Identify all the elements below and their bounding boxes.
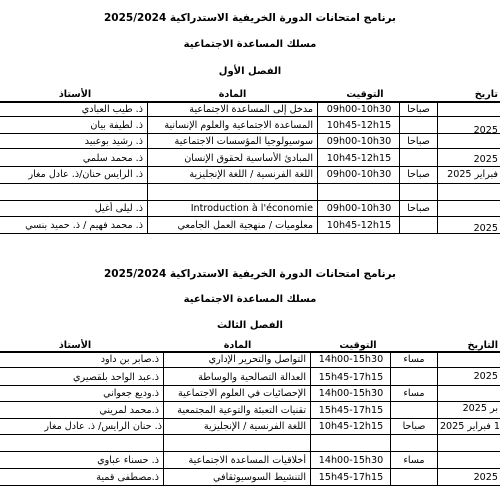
header-subject: المادة <box>223 340 252 351</box>
teacher-cell: ذ. حنان الرايس/ ذ. عادل مغار <box>44 421 162 432</box>
header-time: التوقيت <box>346 89 384 100</box>
period-cell <box>392 371 436 384</box>
period-cell <box>400 152 437 165</box>
teacher-cell: ذ. الرايس حنان/ذ. عادل مغار <box>28 169 143 180</box>
subject-cell: أخلاقيات المساعدة الاجتماعية <box>188 455 306 466</box>
teacher-cell: ذ. حسناء عباوي <box>97 455 159 466</box>
subject-cell: التنشيط السوسيوثقافي <box>212 472 306 483</box>
teacher-cell: ذ. طيب العبادي <box>81 104 143 115</box>
time-cell: 10h45-12h15 <box>326 120 392 131</box>
teacher-cell: ذ. محمد فهيم / ذ. حميد بنسي <box>25 220 143 231</box>
date-cell <box>440 103 498 116</box>
time-cell: 15h45-17h15 <box>318 405 384 416</box>
period-cell <box>392 471 436 484</box>
period-cell <box>392 404 436 417</box>
time-cell: 14h00-15h30 <box>318 354 384 365</box>
subject-cell: Introduction à l'économie <box>190 203 313 214</box>
time-cell: 14h00-15h30 <box>318 455 384 466</box>
period-cell: مساء <box>403 354 425 365</box>
teacher-cell: ذ. ليلى أغيل <box>94 203 143 214</box>
date-cell <box>440 387 498 400</box>
subject-cell: معلوميات / منهجية العمل الجامعي <box>177 220 313 231</box>
teacher-cell: ذ.صابر بن داود <box>100 354 159 365</box>
date-cell: 2025 <box>473 125 498 136</box>
teacher-cell: ذ.مصطفى قمية <box>96 472 159 483</box>
date-cell <box>440 135 498 148</box>
teacher-cell: ذ.محمد لمريني <box>99 405 159 416</box>
time-cell: 15h45-17h15 <box>318 472 384 483</box>
subject-cell: سوسيولوجيا المؤسسات الاجتماعية <box>174 136 313 147</box>
period-cell: صباحا <box>407 203 430 214</box>
date-cell <box>440 454 498 467</box>
exam-schedule-title-1: برنامج امتحانات الدورة الخريفية الاستدراكية 2025/2024 <box>103 12 396 24</box>
date-cell: فبراير 2025 <box>447 169 498 180</box>
subject-cell: تقنيات التعبئة والتوعية المجتمعية <box>177 405 306 416</box>
header-time: التوقيت <box>339 340 377 351</box>
track-name-1: مسلك المساعدة الاجتماعية <box>183 39 317 50</box>
time-cell: 09h00-10h30 <box>326 104 392 115</box>
header-teacher: الأستاذ <box>58 340 92 351</box>
subject-cell: المساعدة الاجتماعية والعلوم الإنسانية <box>164 120 313 131</box>
semester-label-2: الفصل الثالث <box>216 320 283 331</box>
teacher-cell: ذ.وديع جعواني <box>103 388 159 399</box>
subject-cell: مدخل إلى المساعدة الاجتماعية <box>189 104 313 115</box>
teacher-cell: ذ.عبد الواحد بلقصيري <box>73 372 159 383</box>
period-cell <box>400 119 437 132</box>
teacher-cell: ذ. محمد سلمي <box>82 153 143 164</box>
time-cell: 09h00-10h30 <box>326 169 392 180</box>
period-cell: صباحا <box>407 169 430 180</box>
time-cell: 10h45-12h15 <box>326 220 392 231</box>
teacher-cell: ذ. لطيفة بيان <box>90 120 143 131</box>
period-cell: مساء <box>403 388 425 399</box>
date-cell: 2025 <box>473 223 498 234</box>
exam-schedule-title-2: برنامج امتحانات الدورة الخريفية الاستدراكية 2025/2024 <box>103 268 396 280</box>
semester-label-1: الفصل الأول <box>218 66 282 77</box>
subject-cell: اللغة الفرنسية / الإنجليزية <box>203 421 306 432</box>
time-cell: 15h45-17h15 <box>318 372 384 383</box>
header-date: التاريخ <box>467 340 498 351</box>
subject-cell: اللغة الفرنسية / اللغة الإنجليزية <box>189 169 313 180</box>
time-cell: 14h00-15h30 <box>318 388 384 399</box>
header-teacher: الأستاذ <box>58 89 92 100</box>
teacher-cell: ذ. رشيد بوعبيد <box>84 136 143 147</box>
period-cell: صباحا <box>407 104 430 115</box>
date-cell <box>440 353 498 366</box>
header-subject: المادة <box>218 89 247 100</box>
date-cell: 1 فبراير 2025 <box>439 421 500 432</box>
period-cell: مساء <box>403 455 425 466</box>
date-cell <box>440 202 498 215</box>
track-name-2: مسلك المساعدة الاجتماعية <box>183 294 317 305</box>
date-cell: 2025 <box>473 154 498 165</box>
time-cell: 09h00-10h30 <box>326 203 392 214</box>
date-cell: بر 2025 <box>462 403 498 414</box>
header-date: تاريخ <box>474 89 498 100</box>
time-cell: 10h45-12h15 <box>318 421 384 432</box>
time-cell: 09h00-10h30 <box>326 136 392 147</box>
period-cell: صباحا <box>407 136 430 147</box>
period-cell <box>400 219 437 232</box>
date-cell: 2025 <box>473 472 498 483</box>
subject-cell: التواصل والتحرير الإداري <box>208 354 306 365</box>
time-cell: 10h45-12h15 <box>326 153 392 164</box>
subject-cell: الإحصائيات في العلوم الاجتماعية <box>177 388 306 399</box>
date-cell: 2025 <box>473 371 498 382</box>
period-cell: صباحا <box>402 421 426 432</box>
subject-cell: المبادئ الأساسية لحقوق الإنسان <box>184 153 313 164</box>
subject-cell: العدالة التصالحية والوساطة <box>198 372 306 383</box>
